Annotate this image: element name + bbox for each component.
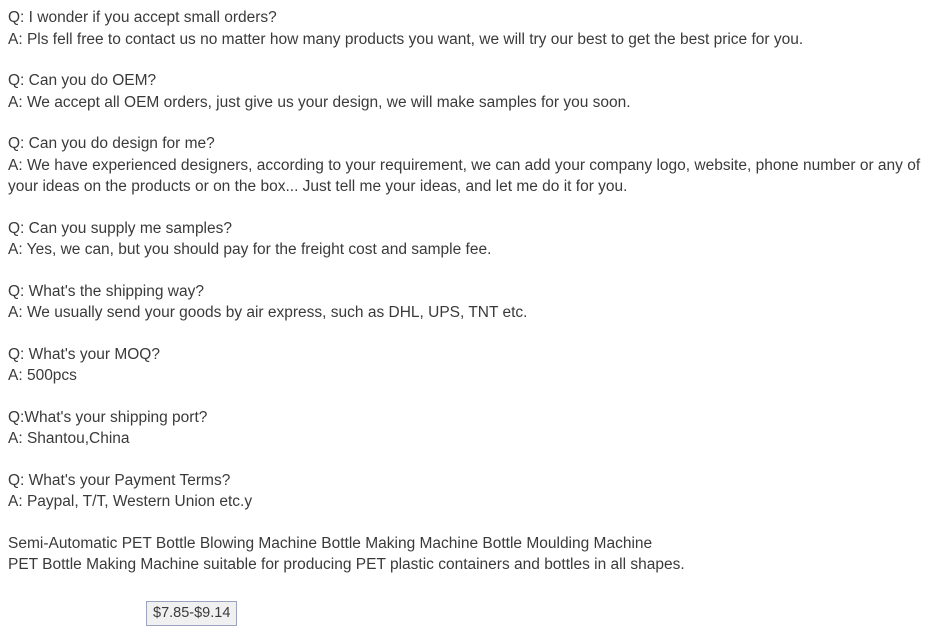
faq-question: Q: What's your Payment Terms?: [8, 471, 231, 489]
faq-answer: A: Shantou,China: [8, 430, 130, 447]
faq-question: Q: Can you do design for me?: [8, 135, 215, 152]
faq-answer: A: Pls fell free to contact us no matter how many products you want, we will try our best to get the best price for you.: [8, 30, 804, 48]
faq-answer: A: We usually send your goods by air express, such as DHL, UPS, TNT etc.: [8, 304, 528, 321]
faq-item: [8, 470, 937, 513]
product-description-line-1: Semi-Automatic PET Bottle Blowing Machine Bottle Making Machine Bottle Moulding Machine: [8, 534, 653, 552]
product-description-line-2: PET Bottle Making Machine suitable for producing PET plastic containers and bottles in all shapes.: [8, 556, 685, 573]
faq-question: Q:What's your shipping port?: [8, 408, 208, 426]
faq-answer: A: Paypal, T/T, Western Union etc.y: [8, 493, 253, 510]
faq-answer: A: Yes, we can, but you should pay for the freight cost and sample fee.: [8, 241, 492, 258]
faq-item: [8, 407, 937, 450]
faq-item: [8, 344, 937, 387]
price-badge[interactable]: $7.85-$9.14: [146, 601, 237, 626]
product-description: [8, 533, 937, 576]
faq-question: Q: What's your MOQ?: [8, 345, 160, 363]
faq-list: [8, 7, 937, 513]
faq-answer: A: We accept all OEM orders, just give us your design, we will make samples for you soon.: [8, 93, 631, 111]
faq-item: [8, 218, 937, 261]
faq-answer: A: We have experienced designers, according to your requirement, we can add your company logo, website, phone number or any of: [8, 156, 921, 174]
faq-question: Q: What's the shipping way?: [8, 282, 204, 300]
faq-item: [8, 70, 937, 113]
faq-item: [8, 133, 937, 198]
faq-item: [8, 7, 937, 50]
faq-item: [8, 281, 937, 324]
faq-answer: A: 500pcs: [8, 367, 77, 384]
faq-question: Q: Can you do OEM?: [8, 72, 157, 89]
faq-question: Q: Can you supply me samples?: [8, 219, 232, 237]
faq-question: Q: I wonder if you accept small orders?: [8, 9, 277, 26]
faq-answer-continued: your ideas on the products or on the box... Just tell me your ideas, and let me do it for you.: [8, 178, 628, 195]
